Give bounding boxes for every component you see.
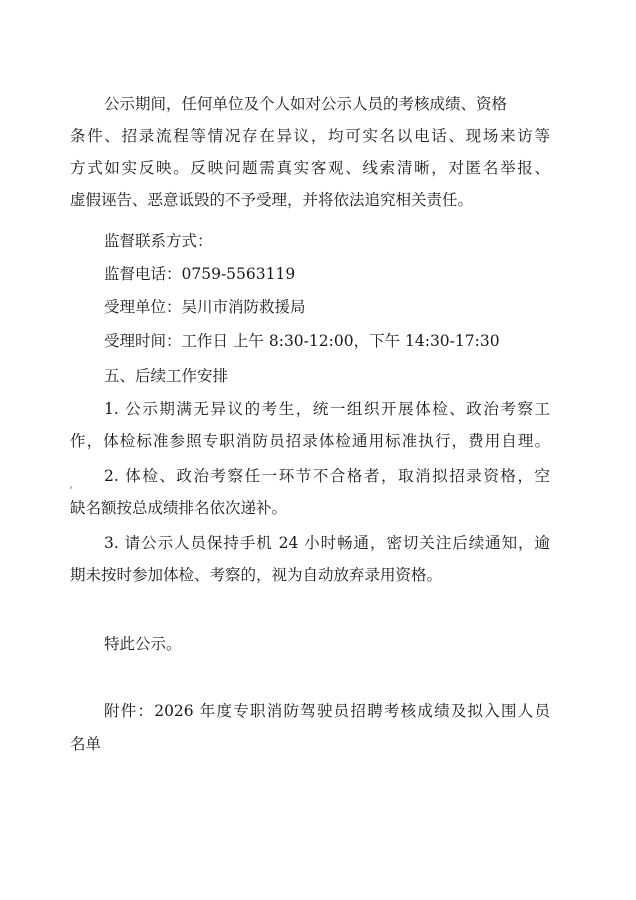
- item-1-line-2: 作，体检标准参照专职消防员招录体检通用标准执行，费用自理。: [70, 432, 550, 450]
- item-1-line-1: 1. 公示期满无异议的考生，统一组织开展体检、政治考察工: [104, 400, 550, 418]
- paragraph-1-line-4: 虚假诬告、恶意诋毁的不予受理，并将依法追究相关责任。: [70, 191, 474, 209]
- paragraph-1-line-3: 方式如实反映。反映问题需真实客观、线索清晰，对匿名举报、: [70, 159, 550, 177]
- paragraph-1-line-2: 条件、招录流程等情况存在异议，均可实名以电话、现场来访等: [70, 127, 550, 145]
- attachment-line-1: 附件：2026 年度专职消防驾驶员招聘考核成绩及拟入围人员: [104, 702, 550, 720]
- item-2-line-2: 缺名额按总成绩排名依次递补。: [70, 499, 288, 517]
- item-3-line-2: 期未按时参加体检、考察的，视为自动放弃录用资格。: [70, 566, 443, 584]
- supervision-hours: 受理时间：工作日 上午 8:30-12:00，下午 14:30-17:30: [104, 332, 500, 350]
- scan-speck: [70, 486, 72, 489]
- paragraph-1-line-1-text: 公示期间，任何单位及个人如对公示人员的考核成绩、资格: [104, 95, 508, 113]
- closing-text: 特此公示。: [104, 635, 182, 653]
- attachment-line-2: 名单: [70, 735, 102, 753]
- supervision-heading: 监督联系方式：: [104, 232, 213, 250]
- supervision-unit: 受理单位：吴川市消防救援局: [104, 298, 306, 316]
- supervision-phone: 监督电话：0759-5563119: [104, 265, 296, 283]
- item-2-line-1: 2. 体检、政治考察任一环节不合格者，取消拟招录资格，空: [104, 467, 550, 485]
- item-3-line-1: 3. 请公示人员保持手机 24 小时畅通，密切关注后续通知，逾: [104, 534, 550, 552]
- paragraph-1-line-1: [104, 94, 550, 114]
- section-5-heading: 五、后续工作安排: [104, 367, 229, 385]
